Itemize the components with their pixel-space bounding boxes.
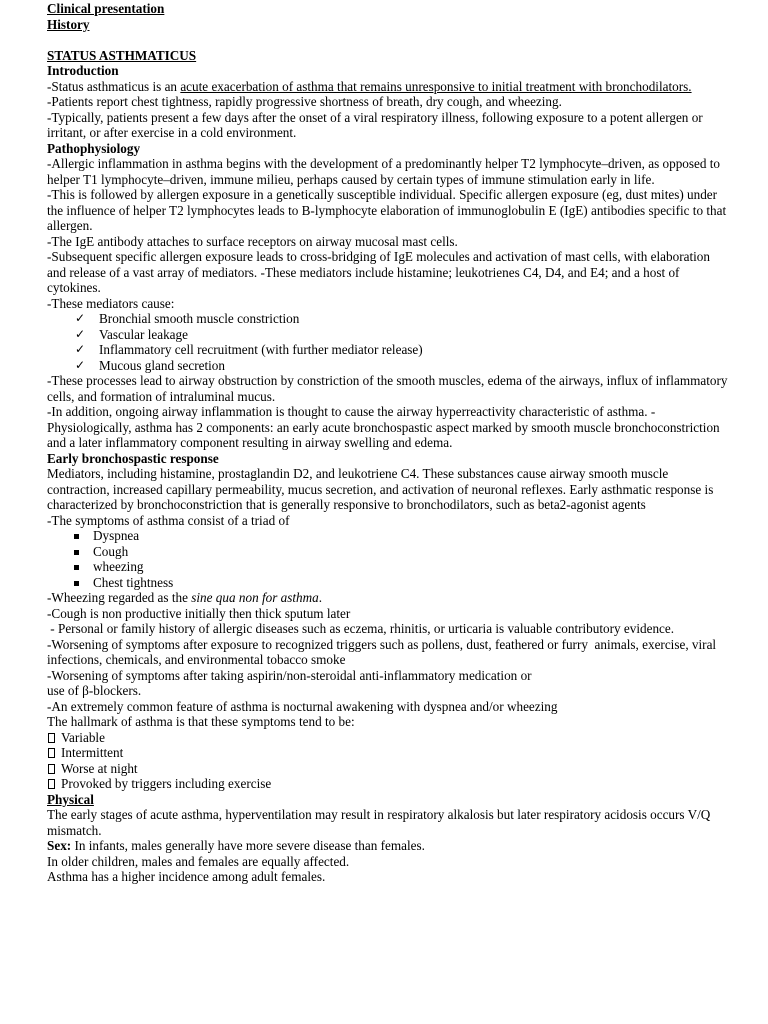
square-bullet-icon	[74, 534, 79, 539]
hallmark-item	[47, 745, 728, 761]
list-item-text: Mucous gland secretion	[99, 357, 225, 373]
list-item	[47, 358, 728, 374]
cough-paragraph: -Cough is non productive initially then thick sputum later	[47, 605, 351, 621]
beta-blockers-paragraph: use of β-blockers.	[47, 683, 142, 698]
physical-paragraph-4: Asthma has a higher incidence among adult females.	[47, 869, 326, 884]
check-icon: ✓	[75, 357, 86, 372]
sex-label: Sex:	[47, 838, 72, 853]
history-paragraph: - Personal or family history of allergic diseases such as eczema, rhinitis, or urticaria is valuable contributory evidence.	[47, 621, 675, 636]
status-asthmaticus-title: STATUS ASTHMATICUS	[47, 47, 197, 63]
aspirin-paragraph: -Worsening of symptoms after taking aspirin/non-steroidal anti-inflammatory medication or	[47, 667, 532, 683]
list-item	[47, 575, 728, 591]
hallmark-paragraph: The hallmark of asthma is that these symptoms tend to be:	[47, 714, 355, 729]
box-bullet-icon	[48, 748, 55, 758]
mediator-effects-list	[47, 311, 728, 373]
list-item-text: Vascular leakage	[99, 326, 188, 342]
early-paragraph-1: Mediators, including histamine, prostaglandin D2, and leukotriene C4. These substances cause airway smooth muscle contraction, increased capillary permeability, mucus secretion, and activation of neuronal reflexes. Early asthmatic response is characterized by bronchoconstriction that is generally responsive to bronchodilators, such as beta2-agonist agents	[47, 466, 714, 512]
box-bullet-icon	[48, 764, 55, 774]
list-item	[47, 311, 728, 327]
check-icon: ✓	[75, 326, 86, 341]
hallmark-item-text: Worse at night	[61, 760, 138, 776]
list-item	[47, 342, 728, 358]
sex-text: In infants, males generally have more severe disease than females.	[71, 838, 425, 853]
hallmark-item	[47, 776, 728, 792]
symptoms-list	[47, 528, 728, 590]
sex-paragraph	[47, 838, 728, 854]
hallmark-item-text: Provoked by triggers including exercise	[61, 776, 272, 791]
list-item-text: Chest tightness	[93, 574, 174, 590]
physical-paragraph-1: The early stages of acute asthma, hyperventilation may result in respiratory alkalosis but later respiratory acidosis occurs V/Q mismatch.	[47, 807, 711, 838]
patho-paragraph-6: -These processes lead to airway obstruction by constriction of the smooth muscles, edema of the airways, influx of inflammatory cells, and formation of intraluminal mucus.	[47, 373, 728, 404]
intro-paragraph-3: -Typically, patients present a few days after the onset of a viral respiratory illness, following exposure to a potent allergen or irritant, or after exercise in a cold environment.	[47, 109, 703, 140]
hallmark-item	[47, 761, 728, 777]
wheeze-prefix: -Wheezing regarded as the	[47, 590, 192, 605]
list-item-text: Bronchial smooth muscle constriction	[99, 311, 300, 326]
patho-paragraph-7: -In addition, ongoing airway inflammation is thought to cause the airway hyperreactivity characteristic of asthma. -Physiologically, asthma has 2 components: an early acute bronchospastic aspect marked by smooth muscle bronchoconstriction and a later inflammatory component resulting in airway swelling and edema.	[47, 404, 720, 450]
pathophysiology-heading: Pathophysiology	[47, 140, 141, 156]
clinical-presentation-heading: Clinical presentation	[47, 1, 165, 16]
hallmark-item-text: Intermittent	[61, 745, 124, 760]
list-item	[47, 559, 728, 575]
patho-paragraph-1: -Allergic inflammation in asthma begins with the development of a predominantly helper T2 lymphocyte–driven, as opposed to helper T1 lymphocyte–driven, immune milieu, perhaps caused by certain types of immune stimulation early in life.	[47, 156, 721, 187]
physical-paragraph-3: In older children, males and females are equally affected.	[47, 853, 350, 869]
history-heading: History	[47, 16, 90, 32]
intro-prefix: -Status asthmaticus is an	[47, 78, 181, 94]
intro-paragraph-2: -Patients report chest tightness, rapidly progressive shortness of breath, dry cough, and wheezing.	[47, 94, 562, 109]
list-item-text: Inflammatory cell recruitment (with further mediator release)	[99, 342, 423, 357]
list-item	[47, 544, 728, 560]
box-bullet-icon	[48, 733, 55, 743]
square-bullet-icon	[74, 550, 79, 555]
wheezing-paragraph	[47, 590, 728, 606]
early-paragraph-2: -The symptoms of asthma consist of a triad of	[47, 512, 290, 528]
patho-paragraph-2: -This is followed by allergen exposure in a genetically susceptible individual. Specific allergen exposure (eg, dust mites) under the influence of helper T2 lymphocytes leads to B-lymphocyte elaboration of immunoglobulin E (IgE) antibodies specific to that allergen.	[47, 187, 727, 233]
list-item	[47, 327, 728, 343]
early-response-heading: Early bronchospastic response	[47, 450, 219, 466]
intro-definition: acute exacerbation of asthma that remains unresponsive to initial treatment with bronchodilators.	[180, 78, 692, 94]
triggers-paragraph: -Worsening of symptoms after exposure to recognized triggers such as pollens, dust, feathered or furry animals, exercise, viral infections, chemicals, and environmental tobacco smoke	[47, 636, 720, 667]
patho-paragraph-5: -These mediators cause:	[47, 295, 175, 311]
wheeze-italic: sine qua non for asthma	[191, 590, 319, 605]
nocturnal-paragraph: -An extremely common feature of asthma is nocturnal awakening with dyspnea and/or wheezing	[47, 698, 558, 714]
check-icon: ✓	[75, 342, 86, 356]
introduction-heading: Introduction	[47, 63, 119, 78]
intro-paragraph-1	[47, 79, 728, 95]
hallmark-item	[47, 730, 728, 746]
square-bullet-icon	[74, 565, 79, 570]
hallmark-item-text: Variable	[61, 729, 105, 745]
list-item-text: Cough	[93, 543, 129, 559]
box-bullet-icon	[48, 779, 55, 789]
patho-paragraph-3: -The IgE antibody attaches to surface receptors on airway mucosal mast cells.	[47, 233, 458, 249]
physical-heading: Physical	[47, 791, 94, 807]
list-item	[47, 528, 728, 544]
wheeze-suffix: .	[318, 590, 323, 605]
patho-paragraph-4: -Subsequent specific allergen exposure leads to cross-bridging of IgE molecules and activation of mast cells, with elaboration and release of a vast array of mediators. -These mediators include histamine; leukotrienes C4, D4, and E4; and a host of cytokines.	[47, 249, 710, 295]
list-item-text: Dyspnea	[93, 528, 140, 543]
list-item-text: wheezing	[93, 559, 144, 574]
check-icon: ✓	[75, 311, 86, 325]
square-bullet-icon	[74, 581, 79, 586]
